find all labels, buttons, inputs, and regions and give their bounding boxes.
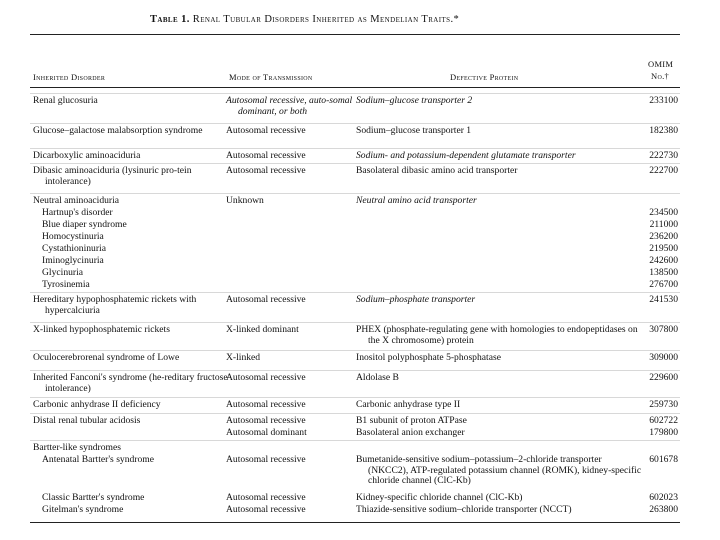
cell-transmission: Autosomal recessive, auto-somal dominant, or both [226, 95, 353, 117]
cell-disorder: Neutral aminoaciduria [33, 195, 120, 206]
cell-omim: 229600 [649, 372, 678, 383]
cell-transmission: Autosomal recessive [226, 125, 306, 136]
cell-transmission: Unknown [226, 195, 264, 206]
cell-transmission: X-linked dominant [226, 324, 299, 335]
cell-omim: 138500 [649, 267, 678, 278]
table-row [30, 230, 680, 242]
cell-omim: 236200 [649, 231, 678, 242]
cell-disorder: Glycinuria [42, 267, 84, 278]
table-row [30, 503, 680, 515]
table-row [30, 426, 680, 440]
table-title [150, 14, 630, 25]
table-row [30, 491, 680, 503]
table-row [30, 413, 680, 426]
cell-protein: Aldolase B [356, 372, 399, 383]
table-row [30, 93, 680, 123]
cell-transmission: Autosomal recessive [226, 150, 306, 161]
cell-transmission: Autosomal recessive [226, 372, 306, 383]
cell-transmission: Autosomal dominant [226, 427, 307, 438]
cell-disorder: X-linked hypophosphatemic rickets [33, 324, 170, 335]
table-row [30, 278, 680, 292]
cell-disorder: Dicarboxylic aminoaciduria [33, 150, 141, 161]
table-row [30, 242, 680, 254]
cell-protein: Bumetanide-sensitive sodium–potassium–2-chloride transporter (NKCC2), ATP-regulated potassium channel (ROMK), kidney-specific chloride channel (ClC-Kb) [356, 454, 642, 487]
header-omim-no: No.† [651, 71, 670, 81]
header-rule [30, 87, 680, 88]
cell-transmission: Autosomal recessive [226, 165, 306, 176]
disorders-table [30, 93, 680, 515]
cell-disorder: Inherited Fanconi's syndrome (he-reditary fructose intolerance) [33, 372, 228, 394]
header-disorder: Inherited Disorder [33, 72, 106, 82]
cell-omim: 182380 [649, 125, 678, 136]
cell-omim: 241530 [649, 294, 678, 305]
table-row [30, 218, 680, 230]
cell-disorder: Iminoglycinuria [42, 255, 104, 266]
cell-transmission: Autosomal recessive [226, 415, 306, 426]
cell-omim: 219500 [649, 243, 678, 254]
cell-disorder: Cystathioninuria [42, 243, 106, 254]
table-row [30, 266, 680, 278]
cell-protein: Thiazide-sensitive sodium–chloride transporter (NCCT) [356, 504, 572, 515]
cell-omim: 259730 [649, 399, 678, 410]
cell-omim: 601678 [649, 454, 678, 465]
header-omim: OMIM [648, 59, 674, 69]
cell-omim: 263800 [649, 504, 678, 515]
bottom-rule [30, 522, 680, 523]
cell-omim: 242600 [649, 255, 678, 266]
table-row [30, 123, 680, 148]
cell-disorder: Bartter-like syndromes [33, 442, 121, 453]
cell-disorder: Distal renal tubular acidosis [33, 415, 141, 426]
cell-protein: PHEX (phosphate-regulating gene with homologies to endopeptidases on the X chromosome) protein [356, 324, 638, 346]
cell-protein: Basolateral anion exchanger [356, 427, 465, 438]
cell-omim: 222700 [649, 165, 678, 176]
cell-transmission: Autosomal recessive [226, 294, 306, 305]
table-title-label: Table 1. [150, 14, 190, 25]
table-row [30, 322, 680, 350]
cell-transmission: Autosomal recessive [226, 399, 306, 410]
cell-protein: Sodium–glucose transporter 2 [356, 95, 473, 106]
cell-disorder: Gitelman's syndrome [42, 504, 124, 515]
cell-protein: Sodium–phosphate transporter [356, 294, 476, 305]
table-row [30, 292, 680, 322]
table-row [30, 254, 680, 266]
cell-protein: Basolateral dibasic amino acid transporter [356, 165, 518, 176]
cell-disorder: Oculocerebrorenal syndrome of Lowe [33, 352, 180, 363]
cell-protein: Neutral amino acid transporter [356, 195, 477, 206]
cell-protein: Inositol polyphosphate 5-phosphatase [356, 352, 501, 363]
cell-disorder: Hartnup's disorder [42, 207, 113, 218]
table-row [30, 370, 680, 397]
cell-transmission: Autosomal recessive [226, 454, 306, 465]
cell-disorder: Homocystinuria [42, 231, 104, 242]
table-row [30, 453, 680, 491]
cell-disorder: Dibasic aminoaciduria (lysinuric pro-tein intolerance) [33, 165, 192, 187]
cell-protein: Sodium- and potassium-dependent glutamate transporter [356, 150, 576, 161]
table-row [30, 193, 680, 206]
cell-protein: B1 subunit of proton ATPase [356, 415, 467, 426]
cell-omim: 602722 [649, 415, 678, 426]
cell-omim: 309000 [649, 352, 678, 363]
cell-disorder: Tyrosinemia [42, 279, 90, 290]
cell-omim: 307800 [649, 324, 678, 335]
cell-disorder: Hereditary hypophosphatemic rickets with hypercalciuria [33, 294, 197, 316]
cell-disorder: Carbonic anhydrase II deficiency [33, 399, 161, 410]
table-row [30, 440, 680, 453]
cell-omim: 222730 [649, 150, 678, 161]
cell-disorder: Blue diaper syndrome [42, 219, 127, 230]
cell-disorder: Renal glucosuria [33, 95, 98, 106]
cell-protein: Kidney-specific chloride channel (ClC-Kb) [356, 492, 523, 503]
table-title-text: Renal Tubular Disorders Inherited as Mendelian Traits.* [192, 14, 460, 25]
cell-omim: 179800 [649, 427, 678, 438]
cell-protein: Sodium–glucose transporter 1 [356, 125, 472, 136]
cell-omim: 211000 [649, 219, 678, 230]
cell-transmission: Autosomal recessive [226, 492, 306, 503]
cell-transmission: Autosomal recessive [226, 504, 306, 515]
cell-transmission: X-linked [226, 352, 261, 363]
table-row [30, 397, 680, 413]
table-row [30, 163, 680, 193]
table-row [30, 148, 680, 163]
cell-disorder: Antenatal Bartter's syndrome [42, 454, 155, 465]
header-protein: Defective Protein [450, 72, 519, 82]
cell-omim: 233100 [649, 95, 678, 106]
table-row [30, 350, 680, 370]
table-row [30, 206, 680, 218]
cell-omim: 602023 [649, 492, 678, 503]
cell-omim: 234500 [649, 207, 678, 218]
cell-disorder: Glucose–galactose malabsorption syndrome [33, 125, 203, 136]
top-rule [30, 34, 680, 35]
cell-omim: 276700 [649, 279, 678, 290]
cell-disorder: Classic Bartter's syndrome [42, 492, 145, 503]
header-transmission: Mode of Transmission [229, 72, 313, 82]
cell-protein: Carbonic anhydrase type II [356, 399, 461, 410]
